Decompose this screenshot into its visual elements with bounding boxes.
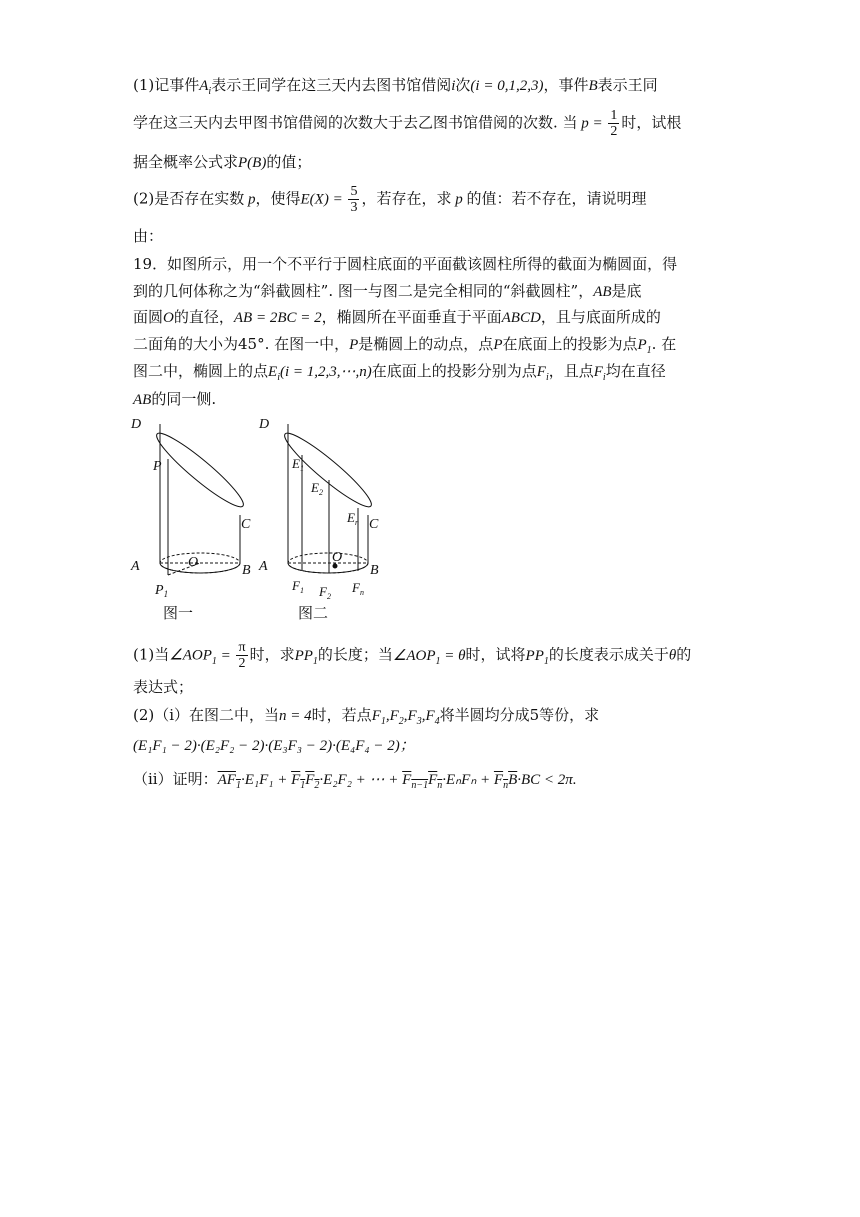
label-a: A — [131, 559, 140, 574]
q18-line-3: 据全概率公式求P(B)的值； — [133, 153, 312, 171]
svg-text:F2: $F_2$ — [319, 584, 331, 601]
svg-text:F1: $F_1$ — [292, 578, 304, 595]
figures — [125, 410, 425, 625]
svg-text:B: B — [370, 563, 379, 578]
q19-sub3-line: （ii）证明：$AF_1\cdot E_1F_1 + F_1F_2\cdot E_2F_2$ + ⋯ + $F_{n-1}F_n\cdot E_nF_n + F_nB\cdot BC < 2\pi$. — [133, 770, 577, 791]
svg-text:Fn: $F_n$ — [352, 580, 364, 597]
figure-2-caption: 图二 — [298, 606, 329, 622]
q19-line-5: 图二中，椭圆上的点$E_i(i$ = 1,2,3,⋯,n)在底面上的投影分别为点$F_i$，且点$F_i$均在直径 — [133, 362, 666, 383]
figure-1 — [130, 417, 251, 622]
label-d: D — [131, 417, 142, 432]
svg-text:En: $E_n$ — [347, 510, 359, 527]
q18-line-5: 由： — [133, 227, 164, 245]
q19-sub2-line-1: (2)（i）在图二中，当n = 4时，若点$F_1,F_2,F_3,F_4$将半圆均分成5等份，求 — [133, 706, 600, 727]
label-p: P — [153, 459, 162, 474]
q19-sub2-line-2: (E₁F₁ − 2)·(E₂F₂ − 2)·(E₃F₃ − 2)·(E₄F₄ − 2)； — [133, 738, 415, 754]
q19-line-3: 面圆O的直径，AB = 2BC = 2，椭圆所在平面垂直于平面ABCD，且与底面所成的 — [133, 308, 661, 326]
label-c: C — [241, 517, 251, 532]
svg-text:P1: $P_1$ — [155, 583, 169, 599]
label-o: O — [188, 555, 199, 570]
q19-sub1-line-1: (1)当$\angle AOP_1$ = $\frac{\pi}{2}$ 时，求$PP_1$的长度；当$\angle AOP_1 = \theta$时，试将$PP_1$的长度表示成关于θ的 — [133, 640, 692, 671]
svg-text:O: O — [332, 550, 343, 565]
svg-text:E1: $E_1$ — [292, 456, 304, 473]
svg-text:E2: $E_2$ — [311, 480, 323, 497]
q19-line-4: 二面角的大小为45°. 在图一中，P是椭圆上的动点，点P在底面上的投影为点$P_1$. 在 — [133, 335, 677, 356]
label-b: B — [242, 563, 251, 578]
svg-text:A: A — [259, 559, 268, 574]
svg-text:D: D — [259, 417, 270, 432]
q19-line-6: AB的同一侧. — [133, 390, 217, 408]
q18-line-4: (2)是否存在实数 p，使得E(X) = $\frac{5}{3}$ ，若存在，求 p 的值：若不存在，请说明理 — [133, 184, 647, 215]
q18-line-2: 学在这三天内去甲图书馆借阅的次数大于去乙图书馆借阅的次数. 当 p = $\frac{1}{2}$ 时，试根 — [133, 108, 682, 139]
q19-line-1: 19．如图所示，用一个不平行于圆柱底面的平面截该圆柱所得的截面为椭圆面，得 — [133, 255, 678, 273]
svg-text:C: C — [369, 517, 379, 532]
q19-line-2: 到的几何体称之为“斜截圆柱”. 图一与图二是完全相同的“斜截圆柱”，AB是底 — [133, 282, 642, 300]
figure-1-caption: 图一 — [163, 606, 194, 622]
figure-2 — [258, 417, 379, 622]
q18-line-1: (1)记事件$A_i$表示王同学在这三天内去图书馆借阅i次(i = 0,1,2,3)，事件B表示王同 — [133, 76, 658, 97]
q19-sub1-line-2: 表达式； — [133, 678, 194, 696]
